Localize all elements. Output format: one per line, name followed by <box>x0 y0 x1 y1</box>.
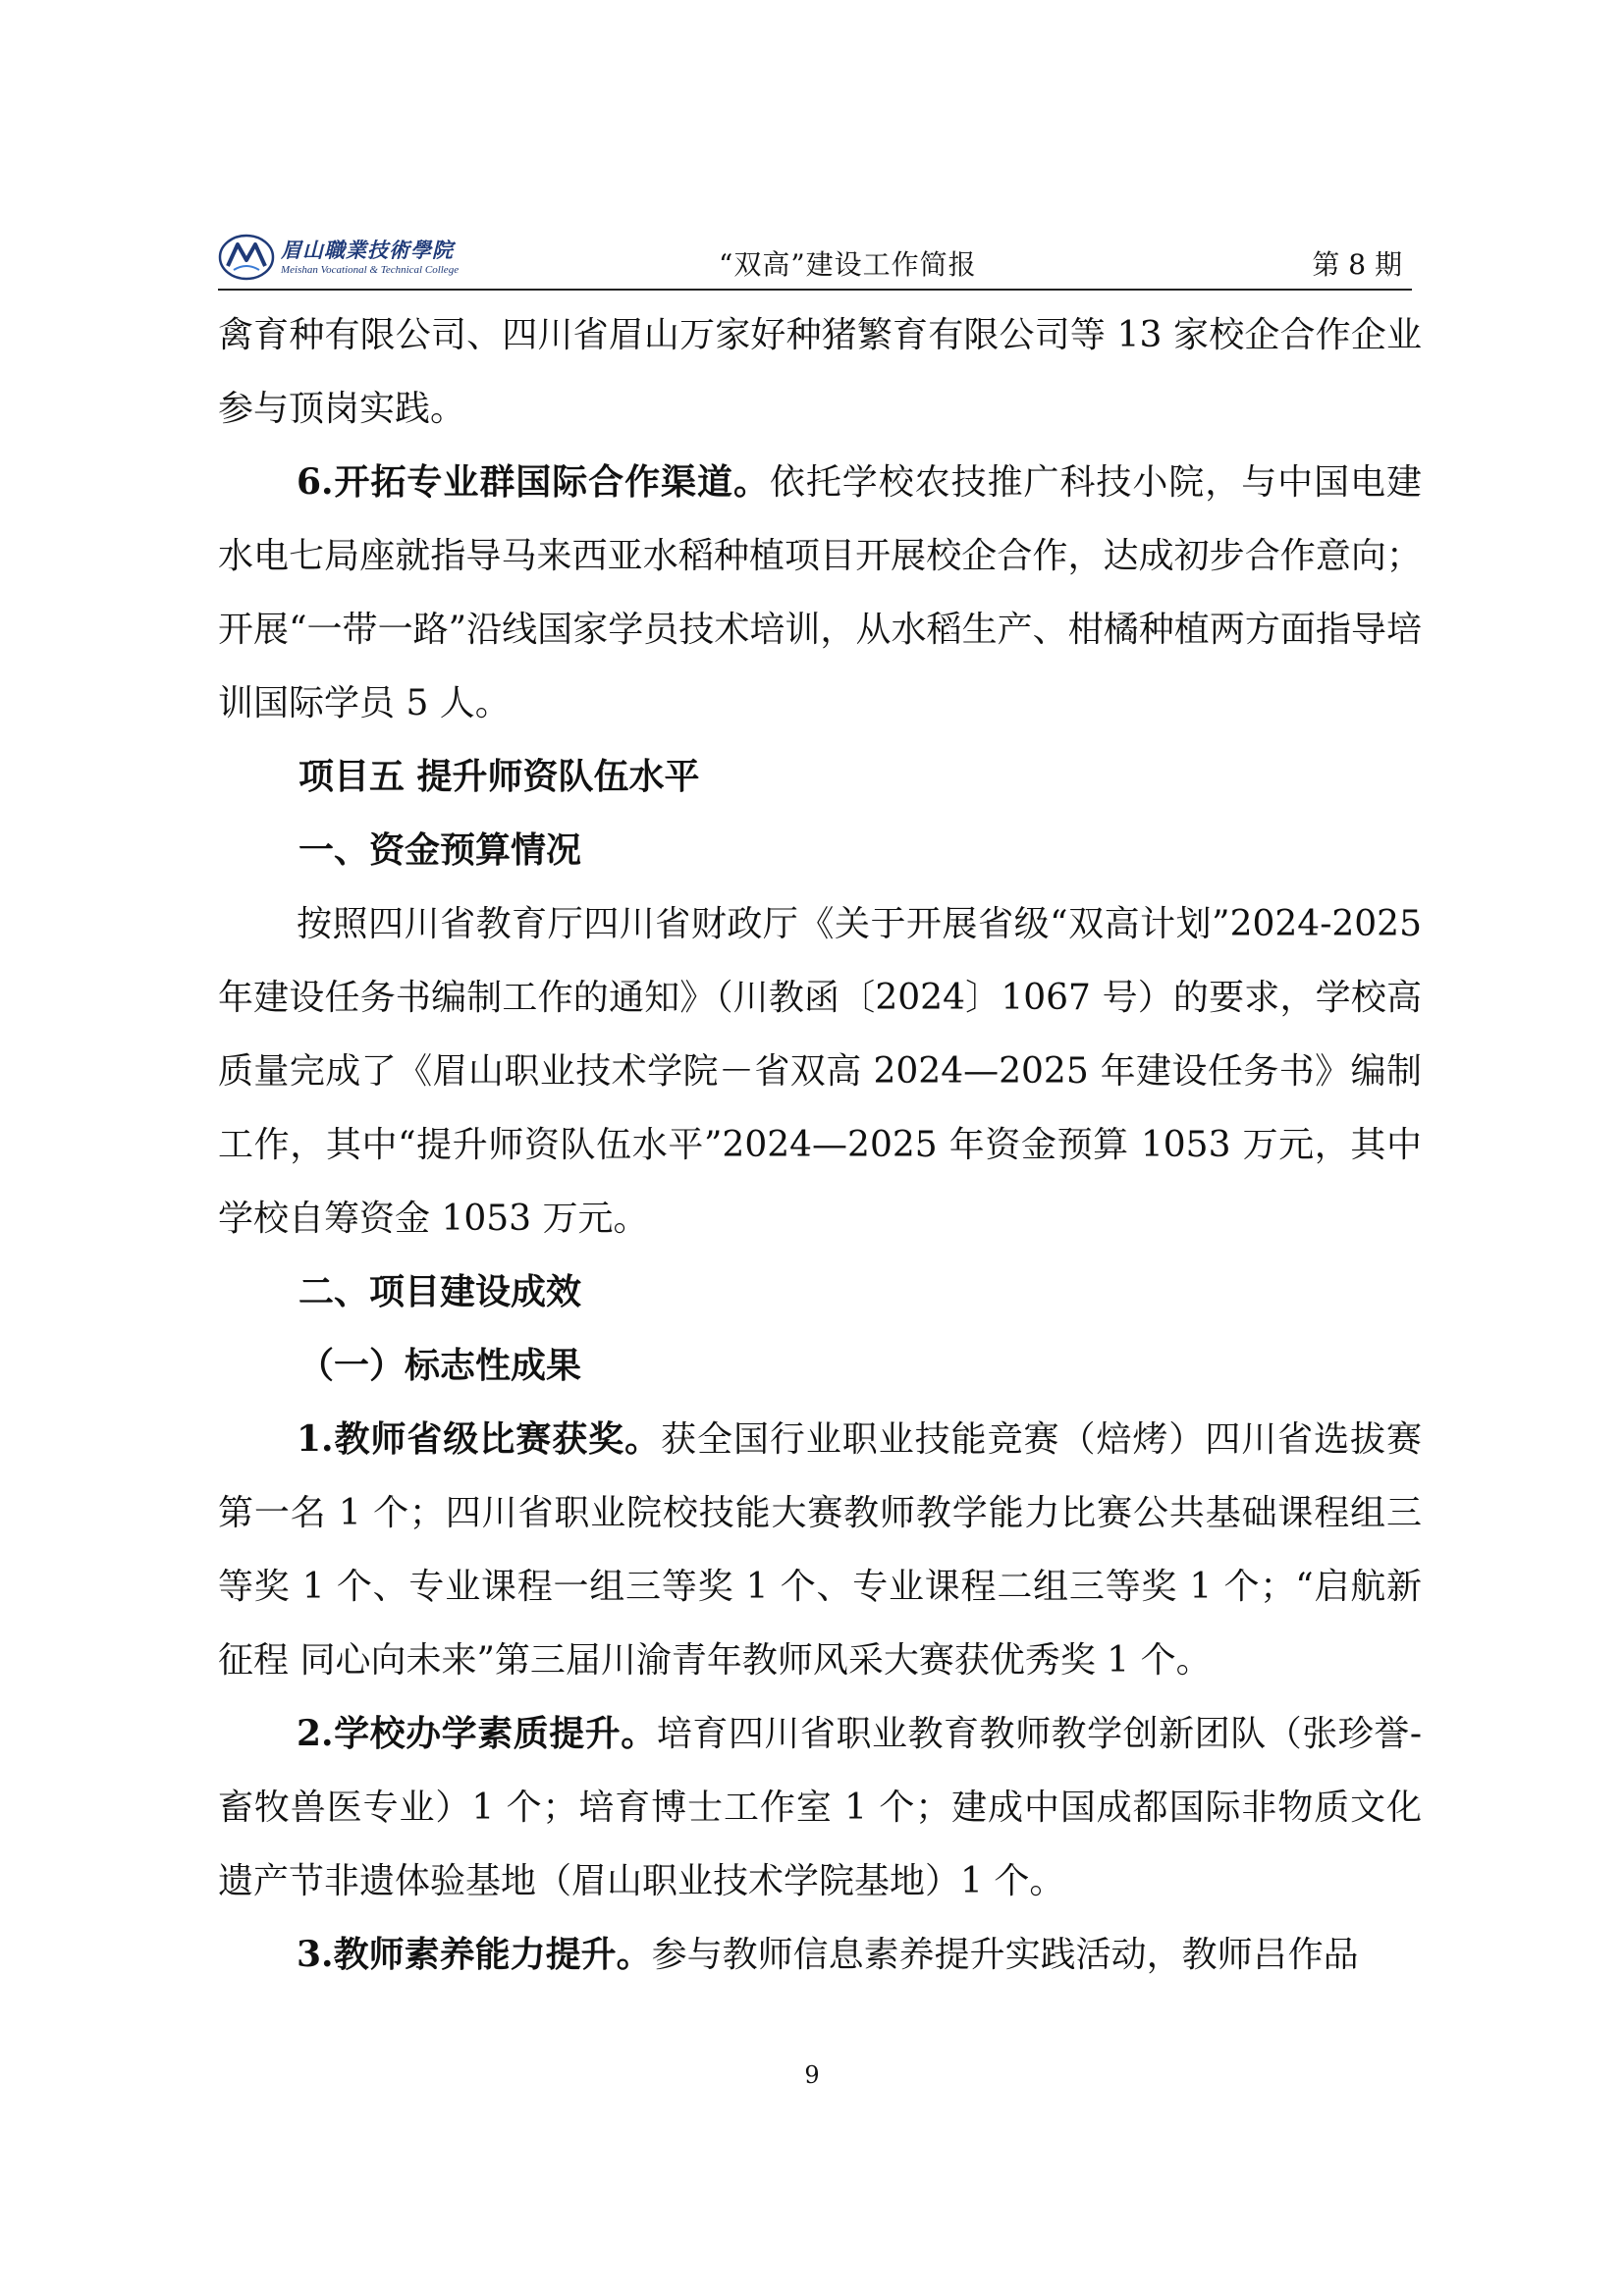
paragraph-heading: 2.学校办学素质提升。 <box>297 1713 657 1754</box>
paragraph-heading: 6.开拓专业群国际合作渠道。 <box>297 461 770 503</box>
section-heading-results: 二、项目建设成效 <box>298 1272 582 1312</box>
paragraph-text: 培育四川省职业教育教师教学创新团队（张珍誉-畜牧兽医专业）1 个；培育博士工作室 1 个；建成中国成都国际非物质文化遗产节非遗体验基地（眉山职业技术学院基地）1 个。 <box>218 1714 1422 1901</box>
paragraph-text: 依托学校农技推广科技小院，与中国电建水电七局座就指导马来西亚水稻种植项目开展校企合作，达成初步合作意向；开展“一带一路”沿线国家学员技术培训，从水稻生产、柑橘种植两方面指导培训国际学员 5 人。 <box>218 462 1422 723</box>
logo-chinese-name: 眉山職業技術學院 <box>281 238 454 262</box>
paragraph-continued: 禽育种有限公司、四川省眉山万家好种猪繁育有限公司等 13 家校企合作企业参与顶岗实践。 <box>218 315 1422 429</box>
issue-number: 第 8 期 <box>1312 248 1402 281</box>
subsection-heading-landmark-results: （一）标志性成果 <box>298 1346 582 1386</box>
logo-english-name: Meishan Vocational & Technical College <box>281 264 460 276</box>
paragraph-teacher-awards <box>218 1403 1422 1697</box>
page-number: 9 <box>804 2061 820 2089</box>
paragraph-heading: 3.教师素养能力提升。 <box>297 1934 652 1975</box>
section-heading-project-five: 项目五 提升师资队伍水平 <box>298 757 700 797</box>
paragraph-heading: 1.教师省级比赛获奖。 <box>297 1418 662 1460</box>
document-body <box>218 298 1422 1992</box>
college-emblem-icon <box>218 233 275 282</box>
section-heading-budget: 一、资金预算情况 <box>298 830 582 871</box>
college-logo <box>218 230 459 285</box>
page-header <box>218 224 1412 291</box>
paragraph-text: 参与教师信息素养提升实践活动，教师吕作品 <box>651 1935 1359 1975</box>
paragraph-international-cooperation <box>218 446 1422 740</box>
paragraph-school-quality <box>218 1697 1422 1918</box>
paragraph-teacher-literacy <box>218 1918 1422 1992</box>
paragraph-text: 获全国行业职业技能竞赛（焙烤）四川省选拔赛第一名 1 个；四川省职业院校技能大赛教师教学能力比赛公共基础课程组三等奖 1 个、专业课程一组三等奖 1 个、专业课程二组三等奖 1 个；“启航新征程 同心向未来”第三届川渝青年教师风采大赛获优秀奖 1 个。 <box>218 1419 1422 1681</box>
paragraph-budget: 按照四川省教育厅四川省财政厅《关于开展省级“双高计划”2024-2025 年建设任务书编制工作的通知》（川教函〔2024〕1067 号）的要求，学校高质量完成了《眉山职业技术学院－省双高 2024—2025 年建设任务书》编制工作，其中“提升师资队伍水平”2024—2025 年资金预算 1053 万元，其中学校自筹资金 1053 万元。 <box>218 904 1422 1239</box>
bulletin-title: “双高”建设工作简报 <box>719 248 977 281</box>
header-divider <box>218 289 1412 291</box>
